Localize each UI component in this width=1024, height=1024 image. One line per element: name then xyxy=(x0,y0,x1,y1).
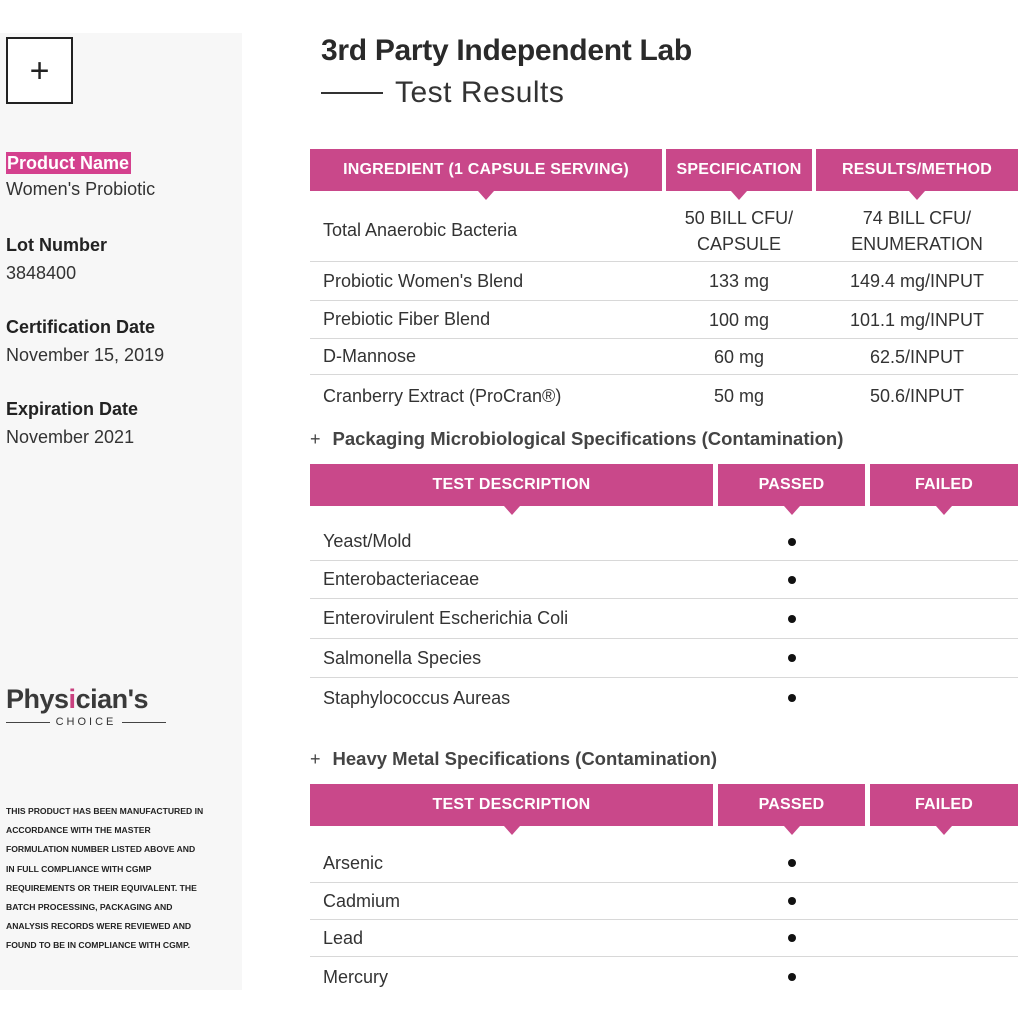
product-name-label: Product Name xyxy=(7,153,130,173)
passed-cell xyxy=(718,639,865,677)
ingredient-row xyxy=(310,339,1018,375)
test-name: Cadmium xyxy=(323,890,401,911)
ingredient-name: Probiotic Women's Blend xyxy=(323,270,524,291)
test-name: Salmonella Species xyxy=(323,647,482,668)
expiration-date-value: November 2021 xyxy=(6,427,135,447)
metal-test-row xyxy=(310,844,1018,883)
ingredient-row xyxy=(310,200,1018,262)
lot-number-field xyxy=(6,234,107,284)
expiration-date-field xyxy=(6,398,138,448)
ingredient-row xyxy=(310,262,1018,301)
failed-column-header: FAILED xyxy=(870,464,1018,506)
passed-dot-icon xyxy=(788,694,796,702)
test-name: Staphylococcus Aureas xyxy=(323,687,511,708)
test-name: Arsenic xyxy=(323,852,384,873)
passed-dot-icon xyxy=(788,973,796,981)
passed-cell xyxy=(718,883,865,919)
logo-rule-left xyxy=(6,722,50,723)
micro-test-row xyxy=(310,678,1018,718)
passed-dot-icon xyxy=(788,897,796,905)
logo-subtitle: CHOICE xyxy=(6,716,166,728)
passed-cell xyxy=(718,523,865,560)
expand-icon: + xyxy=(310,428,321,449)
ingredient-name: Prebiotic Fiber Blend xyxy=(323,309,491,329)
certification-date-field xyxy=(6,316,164,366)
product-name-value: Women's Probiotic xyxy=(6,179,156,199)
ingredient-spec: 50 BILL CFU/ CAPSULE xyxy=(684,207,794,254)
passed-dot-icon xyxy=(788,576,796,584)
ingredient-name: Total Anaerobic Bacteria xyxy=(323,220,518,240)
expand-button[interactable]: + xyxy=(6,37,73,104)
title-dash xyxy=(321,92,383,94)
ingredient-row xyxy=(310,375,1018,417)
micro-test-row xyxy=(310,523,1018,561)
ingredient-spec: 100 mg xyxy=(708,309,770,330)
certification-date-value: November 15, 2019 xyxy=(6,345,165,365)
compliance-disclaimer: THIS PRODUCT HAS BEEN MANUFACTURED IN ACCORDANCE WITH THE MASTER FORMULATION NUMBER LISTED ABOVE AND IN FULL COMPLIANCE WITH CGMP REQUIREMENTS OR THEIR EQUIVALENT. THE BATCH PROCESSING, PACKAGING AND ANALYSIS RECORDS WERE REVIEWED AND FOUND TO BE IN COMPLIANCE WITH CGMP. xyxy=(6,806,204,951)
expand-icon: + xyxy=(310,748,321,769)
passed-dot-icon xyxy=(788,615,796,623)
page-subtitle: Test Results xyxy=(321,76,564,110)
test-name: Yeast/Mold xyxy=(323,531,412,551)
heavy-metal-section-title[interactable]: + Heavy Metal Specifications (Contamination) xyxy=(310,748,717,769)
logo-wordmark: Physician's xyxy=(6,684,149,714)
passed-cell xyxy=(718,599,865,638)
leaf-icon: i xyxy=(68,684,76,714)
passed-cell xyxy=(718,561,865,598)
test-description-column-header: TEST DESCRIPTION xyxy=(310,784,713,826)
ingredient-result: 62.5/INPUT xyxy=(869,346,965,367)
lot-number-label: Lot Number xyxy=(6,235,107,255)
micro-test-row xyxy=(310,561,1018,599)
expiration-date-label: Expiration Date xyxy=(6,399,139,419)
metal-test-row xyxy=(310,957,1018,997)
passed-dot-icon xyxy=(788,538,796,546)
ingredient-name: D-Mannose xyxy=(323,346,417,366)
passed-dot-icon xyxy=(788,934,796,942)
lot-number-value: 3848400 xyxy=(6,263,77,283)
passed-column-header: PASSED xyxy=(718,464,865,506)
test-name: Lead xyxy=(323,927,364,948)
physicians-choice-logo xyxy=(6,684,166,728)
micro-test-row xyxy=(310,639,1018,678)
page-title: 3rd Party Independent Lab xyxy=(321,34,692,67)
test-name: Mercury xyxy=(323,966,389,987)
test-description-column-header: TEST DESCRIPTION xyxy=(310,464,713,506)
ingredient-name: Cranberry Extract (ProCran®) xyxy=(323,385,562,406)
microbiological-section-title[interactable]: + Packaging Microbiological Specifications (Contamination) xyxy=(310,428,844,449)
ingredient-spec: 133 mg xyxy=(708,271,770,291)
ingredient-row xyxy=(310,301,1018,339)
ingredient-result: 74 BILL CFU/ ENUMERATION xyxy=(851,207,983,254)
test-name: Enterobacteriaceae xyxy=(323,569,480,589)
passed-dot-icon xyxy=(788,654,796,662)
passed-cell xyxy=(718,678,865,718)
test-name: Enterovirulent Escherichia Coli xyxy=(323,608,569,628)
ingredient-result: 101.1 mg/INPUT xyxy=(849,309,985,330)
product-name-field xyxy=(6,152,155,200)
passed-cell xyxy=(718,920,865,956)
ingredient-result: 50.6/INPUT xyxy=(869,386,965,406)
ingredient-spec: 50 mg xyxy=(713,386,765,406)
passed-cell xyxy=(718,957,865,997)
ingredient-result: 149.4 mg/INPUT xyxy=(849,271,985,291)
micro-test-row xyxy=(310,599,1018,639)
passed-cell xyxy=(718,844,865,882)
passed-column-header: PASSED xyxy=(718,784,865,826)
ingredient-column-header: INGREDIENT (1 CAPSULE SERVING) xyxy=(310,149,662,191)
failed-column-header: FAILED xyxy=(870,784,1018,826)
passed-dot-icon xyxy=(788,859,796,867)
specification-column-header: SPECIFICATION xyxy=(666,149,812,191)
metal-test-row xyxy=(310,920,1018,957)
logo-rule-right xyxy=(122,722,166,723)
metal-test-row xyxy=(310,883,1018,920)
results-column-header: RESULTS/METHOD xyxy=(816,149,1018,191)
certification-date-label: Certification Date xyxy=(6,317,156,337)
ingredient-spec: 60 mg xyxy=(713,346,765,367)
